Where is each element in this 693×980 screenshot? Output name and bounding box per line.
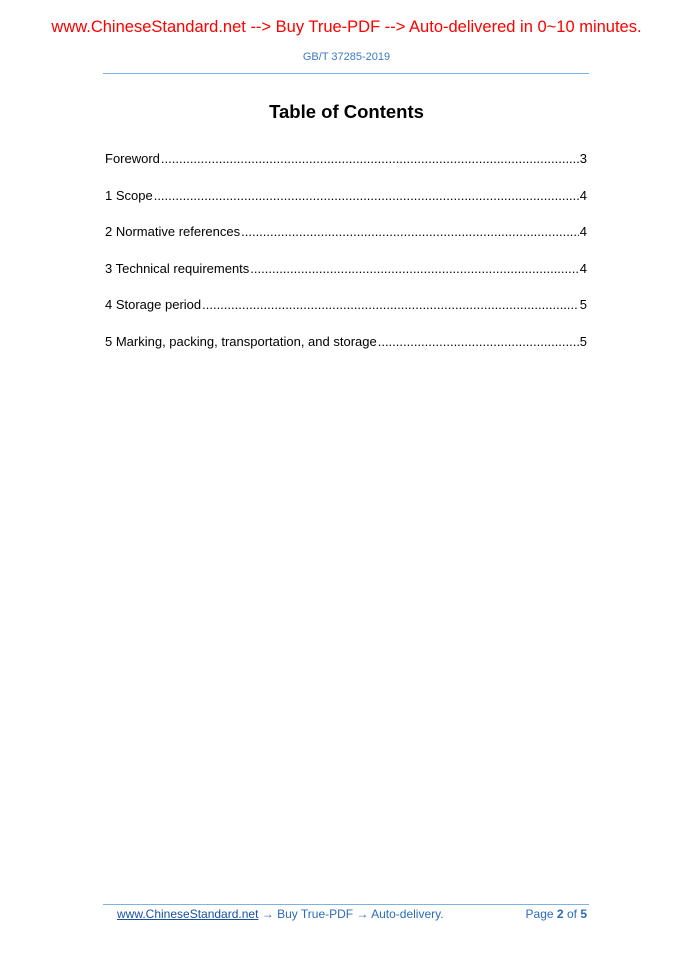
toc-leader-dots — [161, 151, 579, 167]
toc-leader-dots — [154, 188, 579, 204]
toc-leader-dots — [241, 224, 579, 240]
toc-entry-storage-period[interactable] — [105, 297, 587, 334]
toc-leader-dots — [202, 297, 579, 313]
toc-entry-page: 3 — [579, 151, 587, 166]
page-total: 5 — [580, 907, 587, 921]
footer-trail-text: → Buy True-PDF → Auto-delivery. — [258, 907, 444, 921]
page-footer — [117, 907, 587, 921]
toc-entry-page: 4 — [579, 187, 587, 203]
toc-entry-page: 4 — [579, 224, 587, 239]
footer-divider — [103, 904, 589, 905]
table-of-contents — [105, 151, 587, 370]
toc-entry-marking-packing[interactable] — [105, 334, 587, 371]
toc-entry-normative-references[interactable] — [105, 224, 587, 261]
toc-entry-label: 2 Normative references — [105, 224, 241, 239]
toc-entry-technical-requirements[interactable] — [105, 261, 587, 298]
toc-leader-dots — [250, 261, 578, 277]
toc-entry-label: Foreword — [105, 151, 160, 166]
standard-code-header: GB/T 37285-2019 — [302, 51, 391, 63]
header-divider — [103, 73, 589, 74]
toc-entry-page: 5 — [579, 297, 587, 312]
page-number — [526, 907, 587, 921]
toc-entry-label: 5 Marking, packing, transportation, and storage — [105, 333, 377, 349]
page-current: 2 — [556, 907, 564, 921]
toc-entry-label: 1 Scope — [105, 187, 153, 203]
toc-entry-label: 4 Storage period — [105, 297, 202, 312]
page-label: Page — [525, 907, 554, 921]
toc-entry-page: 4 — [579, 260, 587, 276]
toc-leader-dots — [378, 334, 579, 350]
toc-entry-scope[interactable] — [105, 188, 587, 225]
toc-entry-page: 5 — [579, 333, 587, 349]
page-of: of — [566, 907, 577, 921]
top-banner[interactable]: www.ChineseStandard.net --> Buy True-PDF --> Auto-delivered in 0~10 minutes. — [51, 18, 642, 36]
toc-entry-foreword[interactable] — [105, 151, 587, 188]
toc-entry-label: 3 Technical requirements — [105, 260, 250, 276]
toc-title: Table of Contents — [269, 101, 424, 122]
footer-site-link[interactable]: www.ChineseStandard.net — [117, 907, 259, 921]
